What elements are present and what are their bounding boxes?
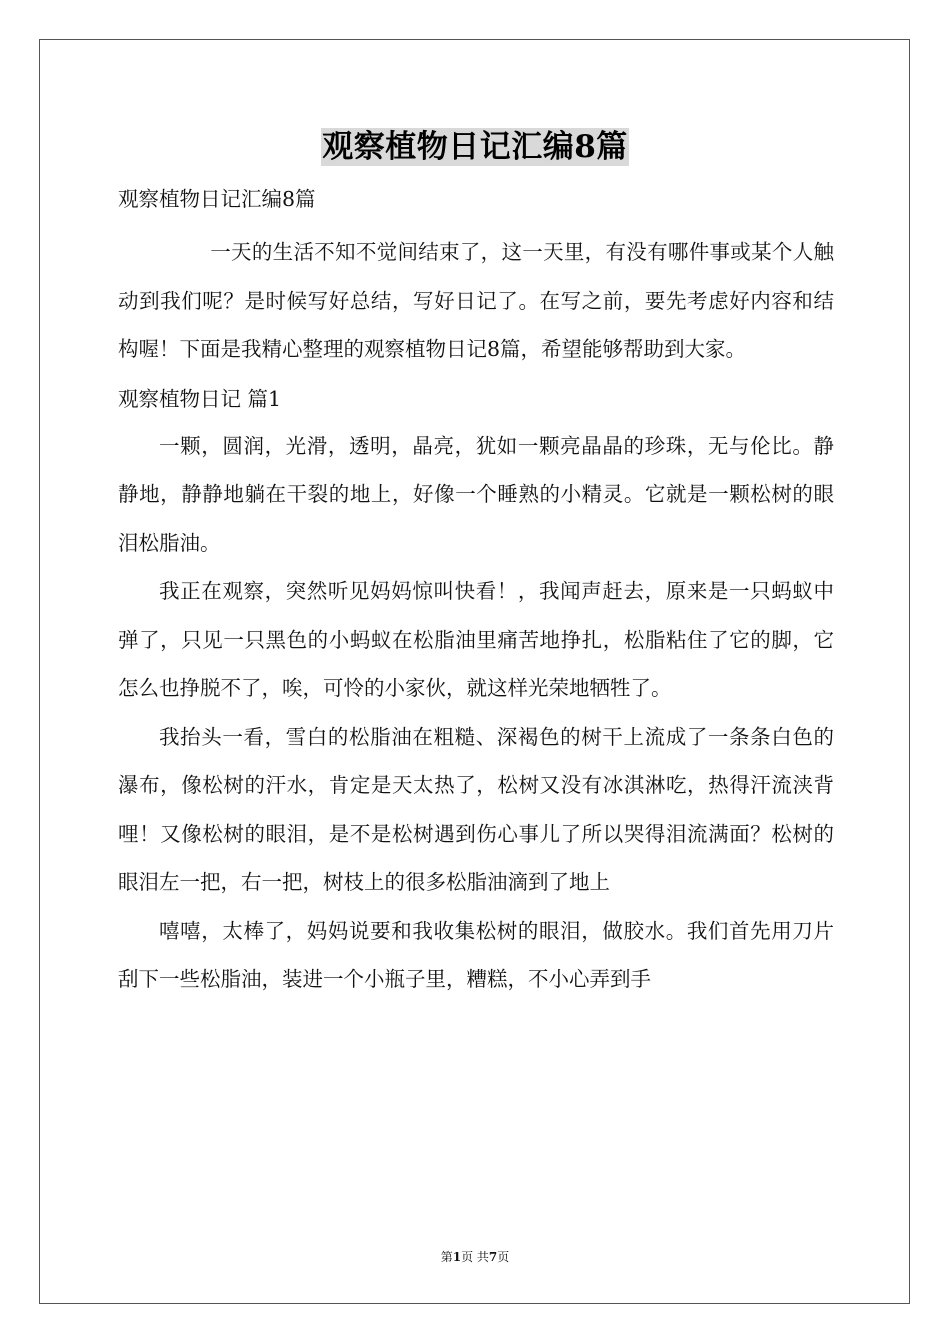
document-body [118, 180, 834, 1004]
body-paragraph: 我抬头一看，雪白的松脂油在粗糙、深褐色的树干上流成了一条条白色的瀑布，像松树的汗水，肯定是天太热了，松树又没有冰淇淋吃，热得汗流浃背哩！又像松树的眼泪，是不是松树遇到伤心事儿了所以哭得泪流满面？松树的眼泪左一把，右一把，树枝上的很多松脂油滴到了地上 [118, 724, 834, 894]
body-paragraph: 嘻嘻，太棒了，妈妈说要和我收集松树的眼泪，做胶水。我们首先用刀片刮下一些松脂油，装进一个小瓶子里，糟糕，不小心弄到手 [118, 918, 834, 991]
title-container [0, 128, 950, 166]
section-heading: 观察植物日记 篇1 [118, 386, 282, 411]
footer-current-page: 1 [452, 1250, 462, 1264]
document-title: 观察植物日记汇编8篇 [322, 129, 628, 165]
footer-total-pages: 7 [488, 1250, 498, 1264]
footer-mid: 页 共 [461, 1250, 489, 1264]
document-subtitle: 观察植物日记汇编8篇 [118, 187, 316, 211]
footer-suffix: 页 [497, 1250, 510, 1264]
body-paragraph: 一颗，圆润，光滑，透明，晶亮，犹如一颗亮晶晶的珍珠，无与伦比。静静地，静静地躺在干裂的地上，好像一个睡熟的小精灵。它就是一颗松树的眼泪松脂油。 [118, 433, 834, 555]
intro-paragraph: 一天的生活不知不觉间结束了，这一天里，有没有哪件事或某个人触动到我们呢？是时候写好总结，写好日记了。在写之前，要先考虑好内容和结构喔！下面是我精心整理的观察植物日记8篇，希望能够帮助到大家。 [118, 240, 834, 361]
footer-prefix: 第 [440, 1250, 453, 1264]
page-footer [0, 1248, 950, 1265]
body-paragraph: 我正在观察，突然听见妈妈惊叫快看！，我闻声赶去，原来是一只蚂蚁中弹了，只见一只黑色的小蚂蚁在松脂油里痛苦地挣扎，松脂粘住了它的脚，它怎么也挣脱不了，唉，可怜的小家伙，就这样光荣地牺牲了。 [118, 579, 834, 700]
